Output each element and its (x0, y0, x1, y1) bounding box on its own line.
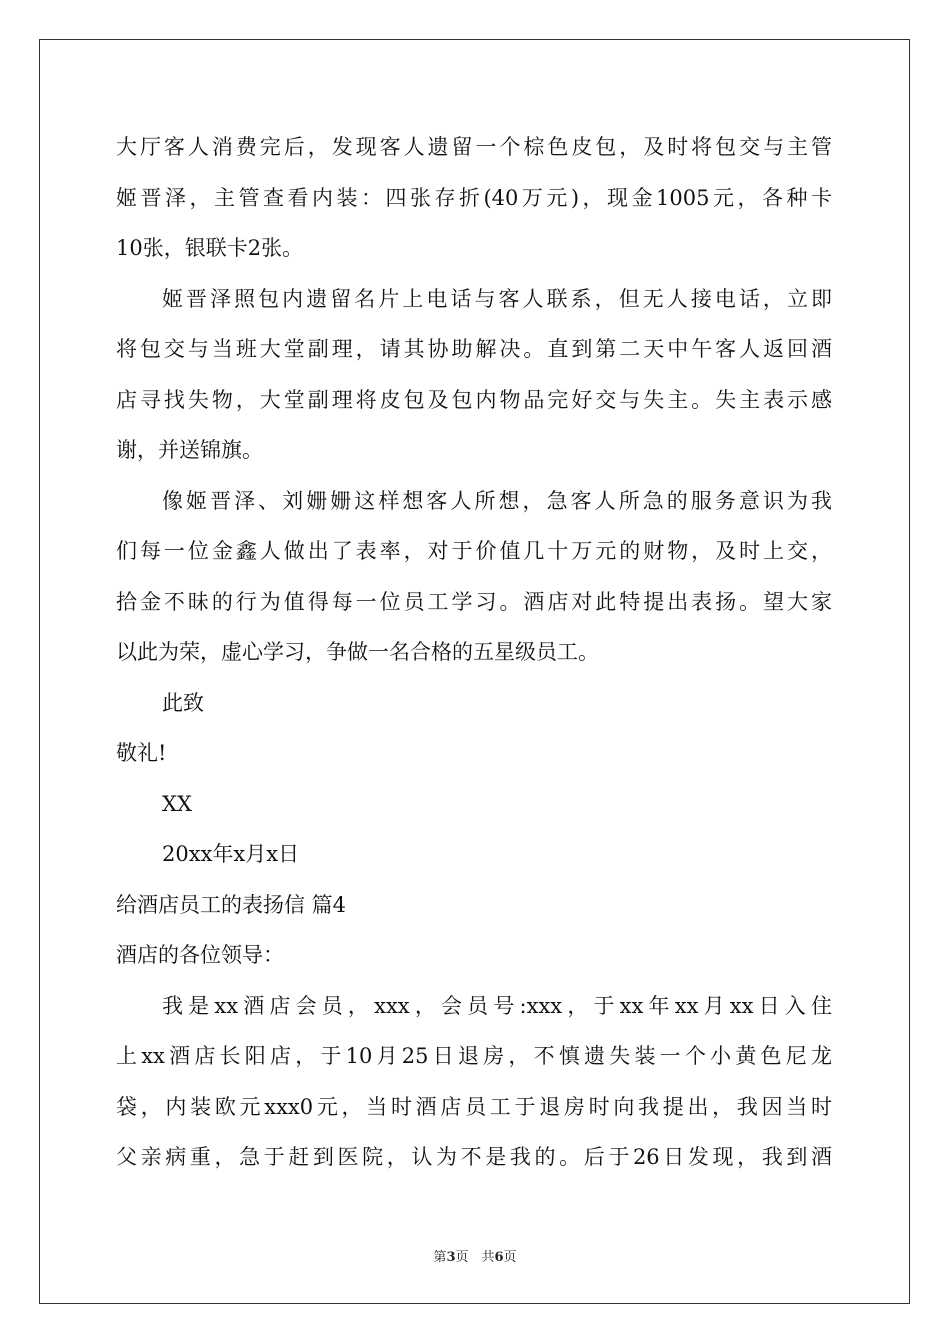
section-heading: 给酒店员工的表扬信 篇4 (116, 892, 347, 917)
text-line: 们每一位金鑫人做出了表率，对于价值几十万元的财物，及时上交， (116, 539, 832, 563)
text-line: 店寻找失物，大堂副理将皮包及包内物品完好交与失主。失主表示感 (116, 387, 832, 412)
text-line: 袋，内装欧元xxx0元，当时酒店员工于退房时向我提出，我因当时 (116, 1094, 832, 1119)
text-line: 我是xx酒店会员，xxx，会员号:xxx，于xx年xx月xx日入住 (162, 993, 832, 1018)
page-current: 3 (446, 1250, 456, 1265)
text-line: 像姬晋泽、刘姗姗这样想客人所想，急客人所急的服务意识为我 (162, 488, 832, 513)
text-line: 大厅客人消费完后，发现客人遗留一个棕色皮包，及时将包交与主管 (116, 135, 832, 159)
page-total: 6 (494, 1250, 504, 1265)
text-line: 谢，并送锦旗。 (116, 438, 263, 462)
text-line: 姬晋泽照包内遗留名片上电话与客人联系，但无人接电话，立即 (162, 286, 832, 311)
page-footer (0, 1246, 950, 1265)
page-label-pre: 第 (433, 1250, 447, 1265)
page-label-mid: 页 共 (455, 1250, 495, 1265)
text-line: 10张，银联卡2张。 (116, 236, 304, 260)
text-line: 姬晋泽，主管查看内装：四张存折(40万元)，现金1005元，各种卡 (116, 185, 832, 210)
date-line: 20xx年x月x日 (162, 842, 300, 866)
text-line: 将包交与当班大堂副理，请其协助解决。直到第二天中午客人返回酒 (116, 337, 832, 361)
salutation-line: 敬礼! (116, 741, 167, 765)
document-body (116, 122, 832, 1183)
text-line: 拾金不昧的行为值得每一位员工学习。酒店对此特提出表扬。望大家 (116, 589, 832, 614)
closing-line: 此致 (162, 690, 204, 715)
signature-line: XX (162, 791, 192, 816)
text-line: 上xx酒店长阳店，于10月25日退房，不慎遗失装一个小黄色尼龙 (116, 1044, 832, 1068)
greeting-line: 酒店的各位领导： (116, 943, 284, 967)
text-line: 以此为荣，虚心学习，争做一名合格的五星级员工。 (116, 640, 599, 664)
text-line: 父亲病重，急于赶到医院，认为不是我的。后于26日发现，我到酒 (116, 1145, 832, 1169)
page-label-post: 页 (503, 1250, 517, 1265)
